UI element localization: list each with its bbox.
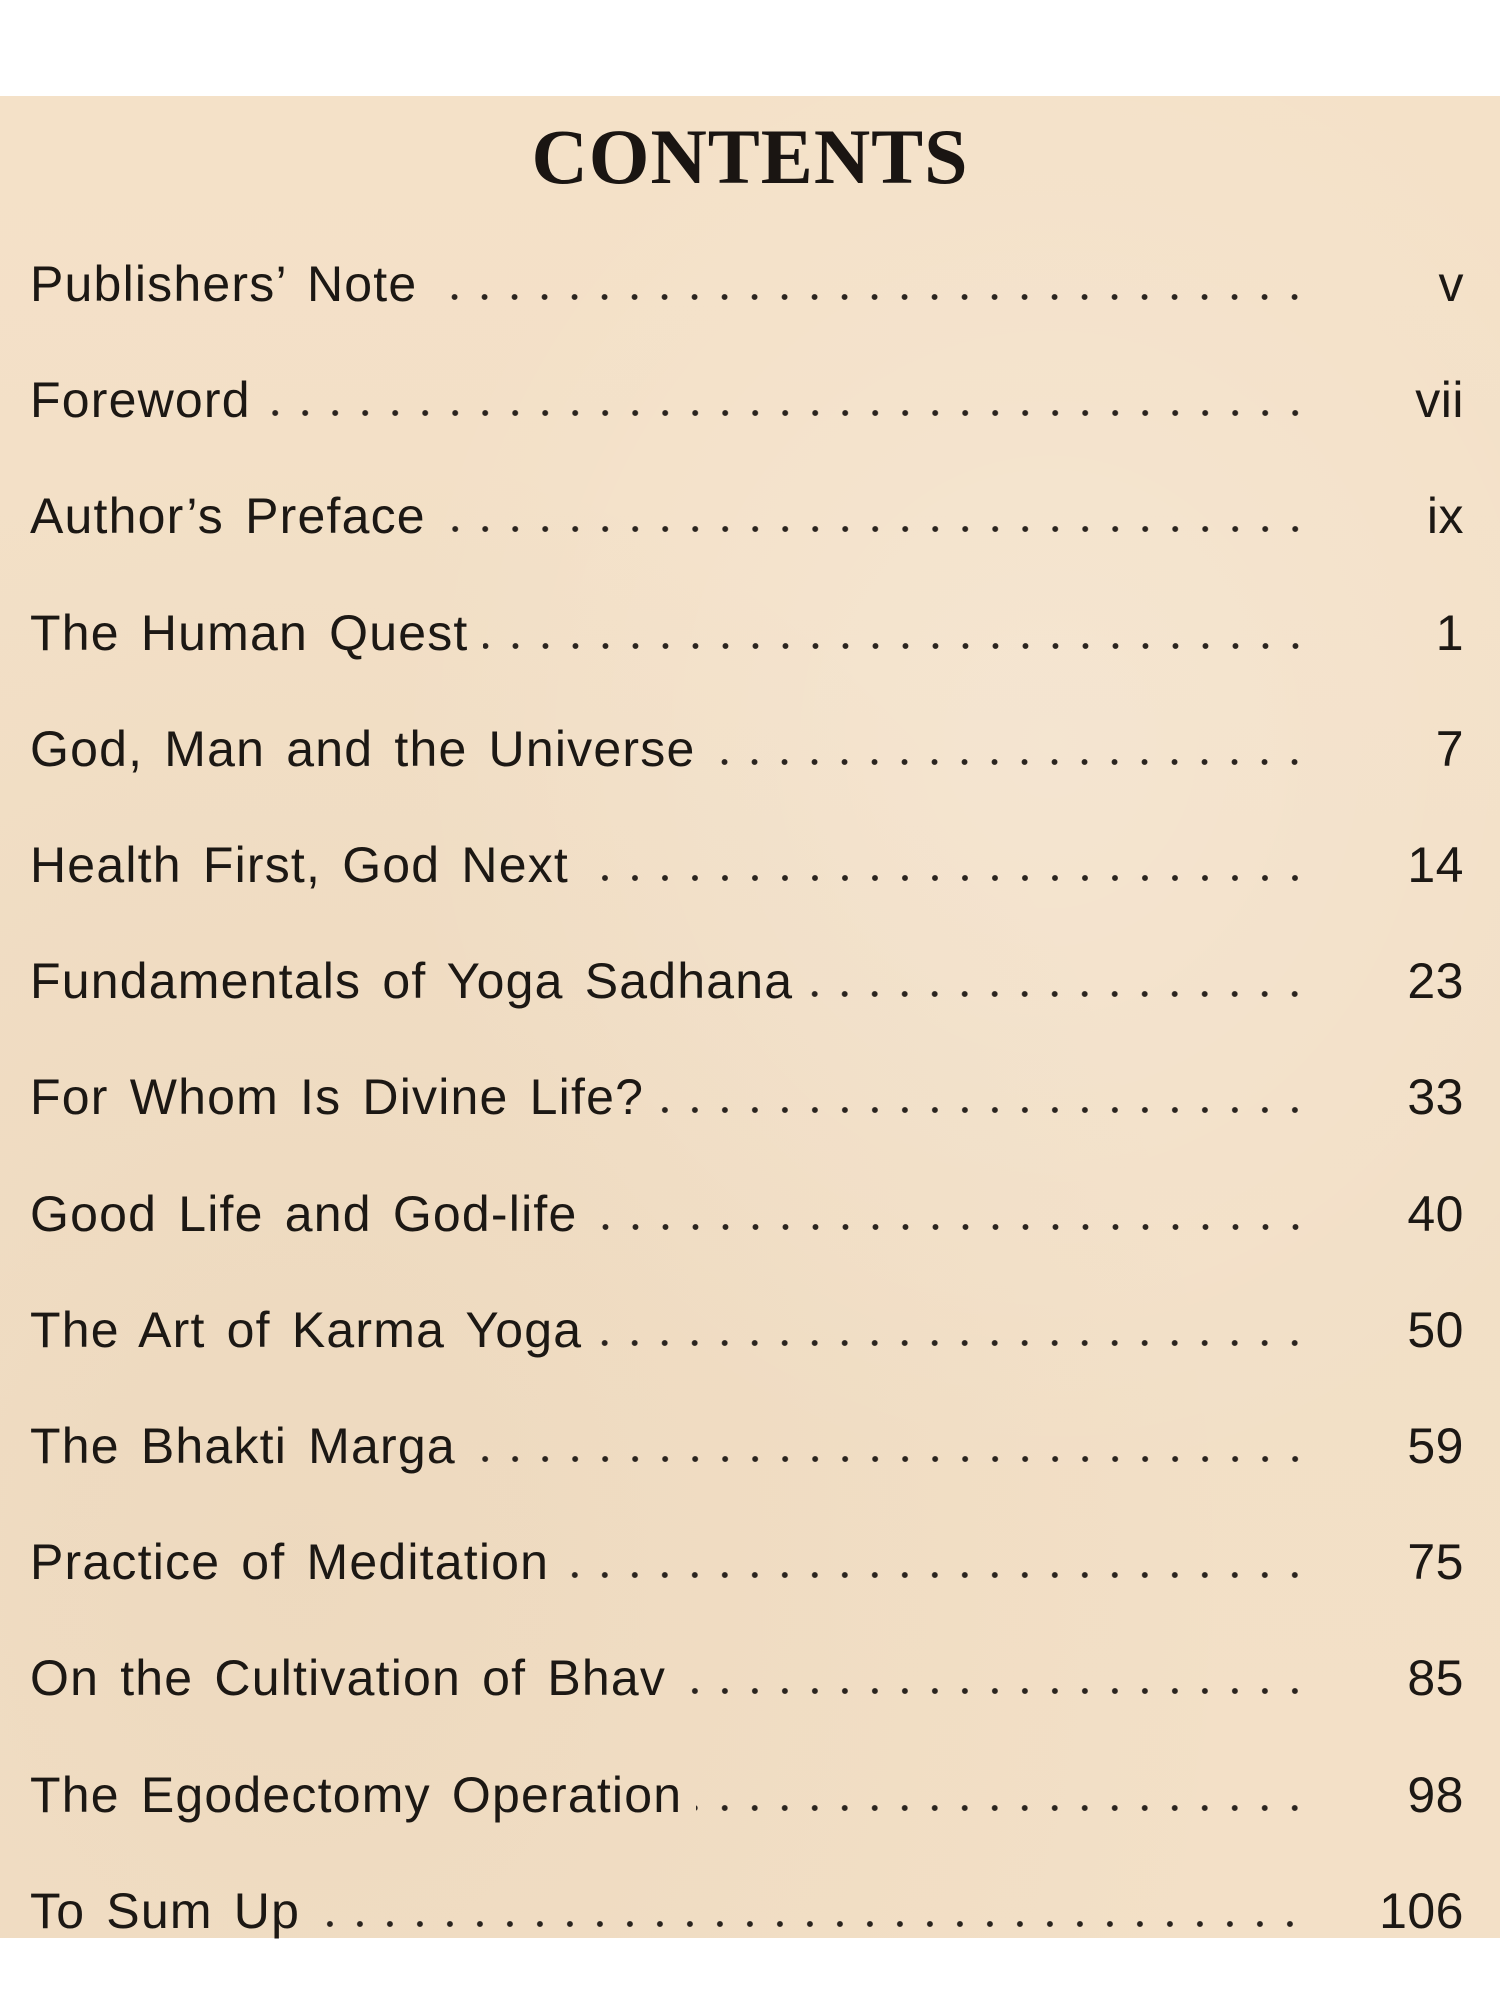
toc-entry [30, 1388, 1464, 1504]
toc-entry [30, 1039, 1464, 1155]
toc-entry-title: The Art of Karma Yoga [30, 1301, 583, 1358]
toc-entry-page: 75 [1407, 1534, 1464, 1591]
toc-entry-title: The Egodectomy Operation [30, 1766, 683, 1823]
toc-entry [30, 1272, 1464, 1388]
dot-leader [483, 643, 1310, 649]
toc-entry-title: Publishers’ Note [30, 256, 418, 313]
toc-entry [30, 575, 1464, 691]
toc-entry-title: The Human Quest [30, 604, 469, 661]
toc-entry [30, 1853, 1464, 1969]
dot-leader [583, 875, 1310, 881]
toc-entry [30, 1504, 1464, 1620]
toc-entry-page: 14 [1407, 837, 1464, 894]
dot-leader [596, 1340, 1310, 1346]
toc-entry-title: Good Life and God-life [30, 1185, 578, 1242]
page-title: CONTENTS [531, 113, 969, 200]
dot-leader [592, 1224, 1310, 1230]
dot-leader [470, 1456, 1310, 1462]
dot-leader [658, 1107, 1310, 1113]
toc-entry [30, 226, 1464, 342]
toc-entry-page: vii [1415, 372, 1464, 429]
toc-entry [30, 342, 1464, 458]
dot-leader [709, 759, 1310, 765]
toc-entry-title: God, Man and the Universe [30, 720, 696, 777]
toc-entry-page: 23 [1407, 953, 1464, 1010]
book-page [0, 96, 1500, 1938]
toc-entry-page: 98 [1407, 1766, 1464, 1823]
toc-entry-title: Foreword [30, 372, 251, 429]
toc-entry-page: 50 [1407, 1301, 1464, 1358]
toc-entry-page: v [1438, 256, 1464, 313]
dot-leader [696, 1805, 1310, 1811]
toc-entry [30, 1156, 1464, 1272]
dot-leader [314, 1921, 1305, 1927]
toc-entry [30, 1736, 1464, 1852]
dot-leader [265, 410, 1310, 416]
dot-leader [563, 1572, 1310, 1578]
toc-entry-title: To Sum Up [30, 1882, 301, 1939]
toc-entry-page: 59 [1407, 1417, 1464, 1474]
dot-leader [680, 1688, 1310, 1694]
toc-entry-title: Health First, God Next [30, 837, 570, 894]
toc-entry [30, 807, 1464, 923]
toc-entry-page: 1 [1435, 604, 1464, 661]
toc-entry-title: Practice of Meditation [30, 1534, 550, 1591]
toc-entry-page: 106 [1379, 1882, 1464, 1939]
toc-entry [30, 691, 1464, 807]
toc-entry-title: Fundamentals of Yoga Sadhana [30, 953, 794, 1010]
toc-entry-page: 33 [1407, 1069, 1464, 1126]
toc-entry-page: ix [1426, 488, 1464, 545]
toc-entry-title: The Bhakti Marga [30, 1417, 456, 1474]
toc-entry-page: 40 [1407, 1185, 1464, 1242]
toc-entry-page: 85 [1407, 1650, 1464, 1707]
toc-entry-page: 7 [1435, 720, 1464, 777]
toc-entry [30, 1620, 1464, 1736]
dot-leader [440, 526, 1310, 532]
dot-leader [431, 294, 1310, 300]
toc-entry-title: For Whom Is Divine Life? [30, 1069, 645, 1126]
toc-entry-title: Author’s Preface [30, 488, 426, 545]
table-of-contents [30, 226, 1464, 1969]
toc-entry-title: On the Cultivation of Bhav [30, 1650, 667, 1707]
dot-leader [807, 991, 1310, 997]
toc-entry [30, 923, 1464, 1039]
toc-entry [30, 458, 1464, 574]
